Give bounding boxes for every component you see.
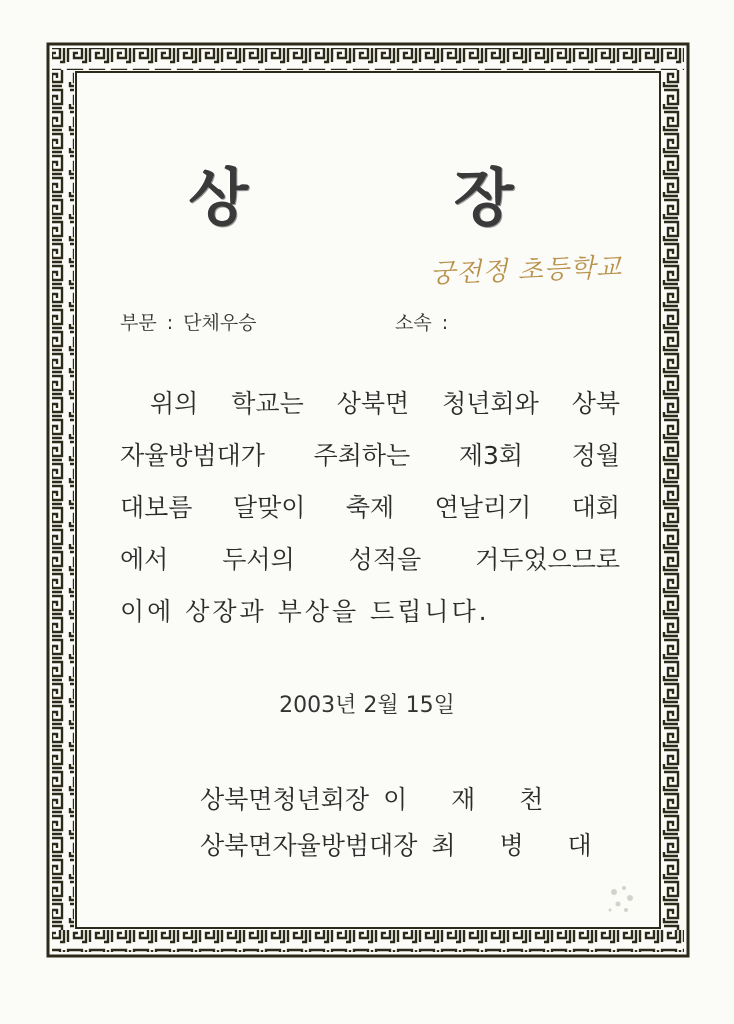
issue-date: 2003년 2월 15일 (279, 693, 455, 718)
signatory-org: 상북면자율방범대장 (200, 831, 418, 860)
handwritten-school-name: 궁전정 초등학교 (429, 252, 623, 290)
category-field (120, 308, 257, 335)
body-line: 대보름 달맞이 축제 연날리기 대회 (120, 493, 620, 522)
signatory-name: 이 재 천 (383, 785, 562, 814)
signatory (200, 780, 561, 816)
certificate-title: 상 장 (188, 161, 606, 234)
body-line: 자율방범대가 주최하는 제3회 정월 (120, 441, 620, 470)
signatory-org: 상북면청년회장 (200, 785, 370, 814)
category-value: 단체우승 (183, 312, 257, 334)
affiliation-label: 소속 (395, 312, 432, 334)
category-separator: : (166, 312, 174, 334)
body-line: 위의 학교는 상북면 청년회와 상북 (150, 389, 620, 418)
body-line: 이에 상장과 부상을 드립니다. (120, 597, 490, 626)
body-line: 에서 두서의 성적을 거두었으므로 (120, 545, 620, 574)
signatory-name: 최 병 대 (431, 831, 610, 860)
affiliation-field (395, 308, 458, 335)
faint-stamp-mark (600, 880, 644, 920)
signatory (200, 826, 610, 862)
category-label: 부문 (120, 312, 157, 334)
certificate-body (120, 378, 620, 638)
affiliation-separator: : (441, 312, 449, 334)
